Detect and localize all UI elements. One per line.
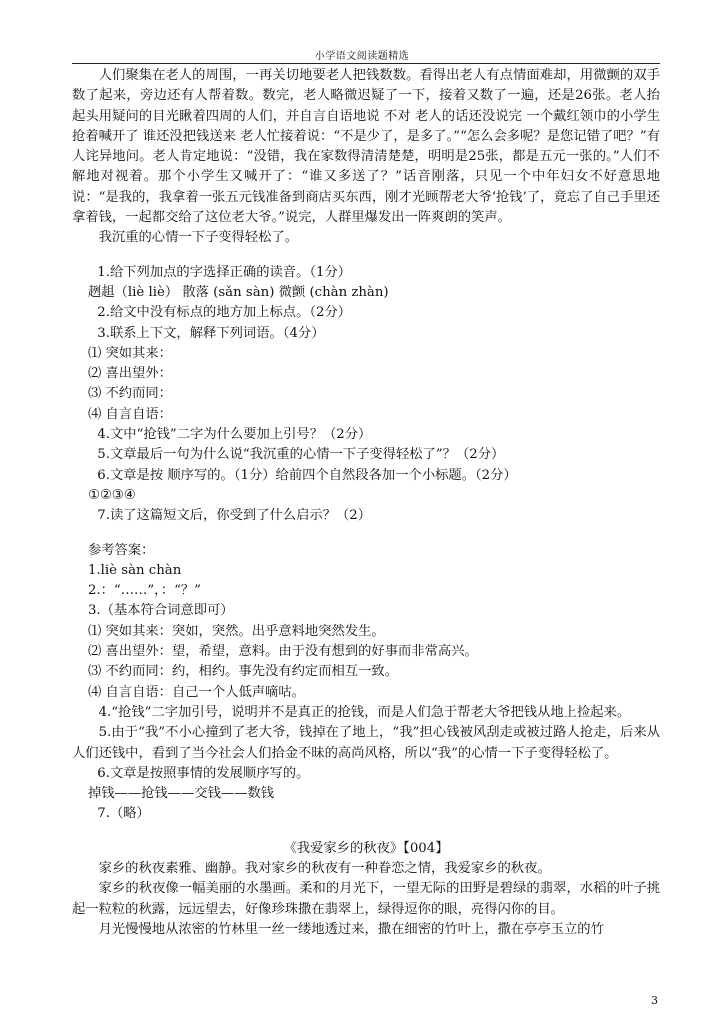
question-6-circles: ①②③④ xyxy=(87,487,136,503)
question-1: 1.给下列加点的字选择正确的读音。（1分） xyxy=(97,264,352,280)
document-body xyxy=(72,66,660,940)
question-3: 3.联系上下文，解释下列词语。（4分） xyxy=(97,325,325,341)
answer-1: 1.liè sàn chàn xyxy=(87,562,182,578)
story-paragraph: 人们聚集在老人的周围，一再关切地要老人把钱数数。看得出老人有点情面难却，用微颤的双手数了起来，旁边还有人帮着数。数完，老人略微迟疑了一下，接着又数了一遍，还是26张。老人抬起头用疑问的目光瞅着四周的人们，并自言自语地说 不对 老人的话还没说完 一个戴红领巾的小学生抢着喊开了 谁还没把钱送来 老人忙接着说：“不是少了，是多了。”“怎么会多呢？是您记错了吧？”有人诧异地问。老人肯定地说：“没错，我在家数得清清楚楚，明明是25张，都是五元一张的。”人们不解地对视着。那个小学生又喊开了：“谁又多送了？”话音刚落，只见一个中年妇女不好意思地说：“是我的，我拿着一张五元钱准备到商店买东西，刚才光顾帮老大爷‘抢钱’了，竟忘了自己手里还拿着钱，一起都交给了这位老大爷。”说完，人群里爆发出一阵爽朗的笑声。 xyxy=(72,68,660,226)
question-section xyxy=(72,263,660,527)
page-header: 小学语文阅读题精选 xyxy=(314,51,410,62)
question-2: 2.给文中没有标点的地方加上标点。（2分） xyxy=(97,305,352,321)
answer-3-item: ⑵ 喜出望外：望，希望，意料。由于没有想到的好事而非常高兴。 xyxy=(87,644,478,660)
answer-5: 5.由于“我”不小心撞到了老大爷，钱掉在了地上，“我”担心钱被风刮走或被过路人抢走，后来从人们还钱中，看到了当今社会人们拾金不昧的高尚风格，所以“我”的心情一下子变得轻松了。 xyxy=(72,725,660,761)
next-passage xyxy=(72,839,660,940)
question-5: 5.文章最后一句为什么说“我沉重的心情一下子变得轻松了”？（2分） xyxy=(97,447,505,463)
answer-3-item: ⑴ 突如其来：突如，突然。出乎意料地突然发生。 xyxy=(87,623,385,639)
question-1-options: 趔趄（liè liè） 散落 (sǎn sàn) 微颤 (chàn zhàn) xyxy=(87,284,389,300)
answer-section xyxy=(72,541,660,825)
page-number: 3 xyxy=(651,994,658,1007)
passage-paragraph: 家乡的秋夜像一幅美丽的水墨画。柔和的月光下，一望无际的田野是碧绿的翡翠，水稻的叶子挑起一粒粒的秋露，远远望去，好像珍珠撒在翡翠上，绿得逗你的眼，亮得闪你的目。 xyxy=(72,881,660,917)
answer-6-sequence: 掉钱——抢钱——交钱——数钱 xyxy=(87,786,275,802)
answer-3-item: ⑷ 自言自语：自己一个人低声嘀咕。 xyxy=(87,684,305,700)
answer-4: 4.“抢钱”二字加引号，说明并不是真正的抢钱，而是人们急于帮老大爷把钱从地上捡起来。 xyxy=(98,704,631,720)
passage-title: 《我爱家乡的秋夜》【004】 xyxy=(283,840,449,856)
question-3-item: ⑴ 突如其来： xyxy=(87,345,172,361)
question-7: 7.读了这篇短文后，你受到了什么启示？（2） xyxy=(97,508,372,524)
question-4: 4.文中“抢钱”二字为什么要加上引号？（2分） xyxy=(97,427,372,443)
question-6: 6.文章是按 顺序写的。（1分）给前四个自然段各加一个小标题。（2分） xyxy=(97,467,517,483)
header-divider xyxy=(72,63,660,64)
answer-3: 3.（基本符合词意即可） xyxy=(87,603,234,619)
answer-2: 2.：“……”，：“？” xyxy=(87,583,201,599)
answer-7: 7.（略） xyxy=(97,806,150,822)
question-3-item: ⑵ 喜出望外： xyxy=(87,366,172,382)
answer-3-item: ⑶ 不约而同：约，相约。事先没有约定而相互一致。 xyxy=(87,664,399,680)
question-3-item: ⑷ 自言自语： xyxy=(87,406,172,422)
answer-6: 6.文章是按照事情的发展顺序写的。 xyxy=(97,765,310,781)
passage-paragraph: 家乡的秋夜素雅、幽静。我对家乡的秋夜有一种眷恋之情，我爱家乡的秋夜。 xyxy=(98,860,551,876)
story-paragraph: 我沉重的心情一下子变得轻松了。 xyxy=(98,230,299,246)
answer-heading: 参考答案： xyxy=(87,542,155,558)
question-3-item: ⑶ 不约而同： xyxy=(87,386,172,402)
passage-paragraph: 月光慢慢地从浓密的竹林里一丝一缕地透过来，撒在细密的竹叶上，撒在亭亭玉立的竹 xyxy=(98,921,604,937)
